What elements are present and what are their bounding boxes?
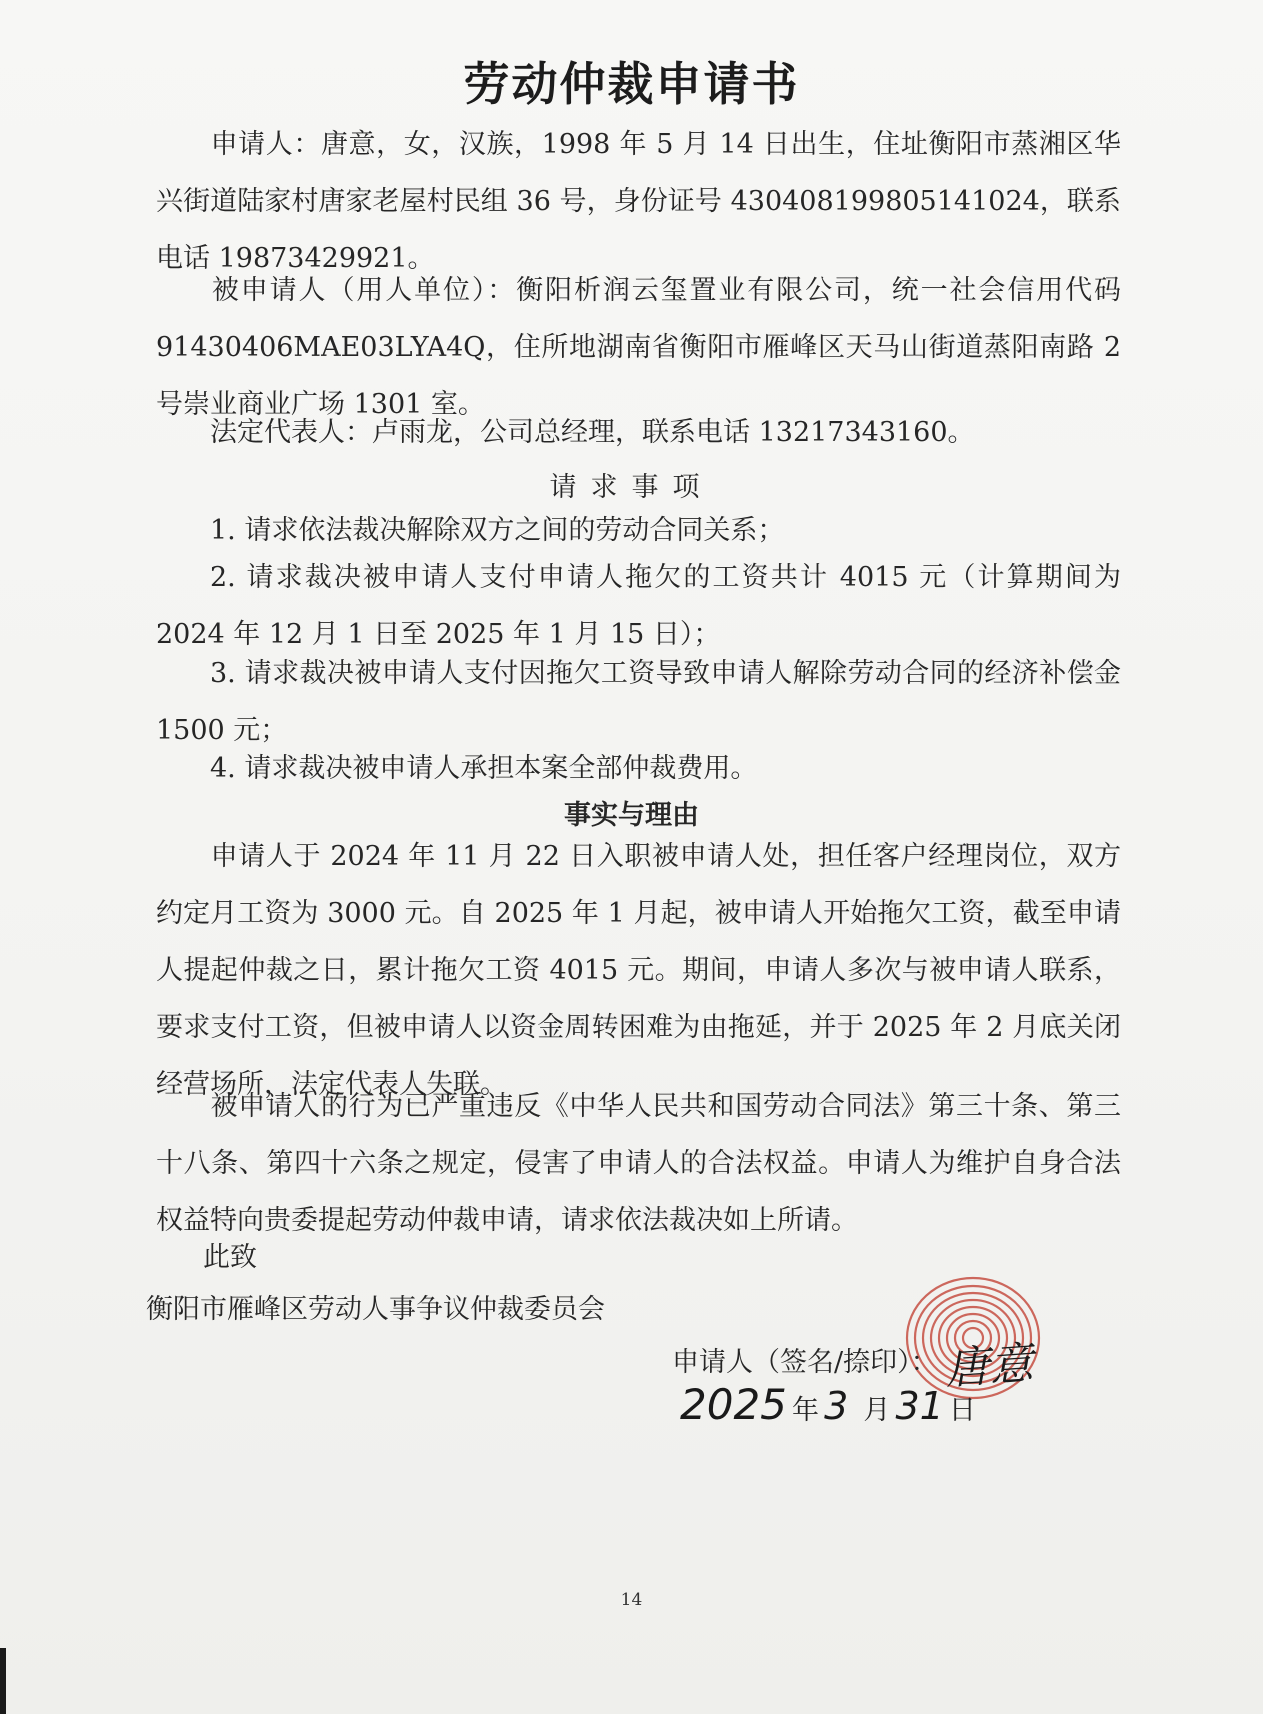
claim-text-3: 3. 请求裁决被申请人支付因拖欠工资导致申请人解除劳动合同的经济补偿金 1500 元；: [156, 658, 1121, 746]
date-day: 31: [895, 1384, 944, 1428]
date-month-suffix: 月: [863, 1395, 891, 1426]
date-year: 2025: [680, 1380, 787, 1429]
signature-name: 唐意: [943, 1337, 1035, 1395]
signature-date: [680, 1380, 976, 1440]
facts-text-2: 被申请人的行为已严重违反《中华人民共和国劳动合同法》第三十条、第三十八条、第四十六条之规定，侵害了申请人的合法权益。申请人为维护自身合法权益特向贵委提起劳动仲裁申请，请求依法裁决如上所请。: [156, 1091, 1121, 1236]
document-title: 劳动仲裁申请书: [463, 57, 800, 111]
facts-paragraph: [156, 828, 1121, 1113]
claim-text-1: 1. 请求依法裁决解除双方之间的劳动合同关系；: [210, 515, 785, 546]
facts-heading: 事实与理由: [564, 800, 699, 831]
claim-text-2: 2. 请求裁决被申请人支付申请人拖欠的工资共计 4015 元（计算期间为 2024 年 12 月 1 日至 2025 年 1 月 15 日）；: [156, 562, 1121, 650]
salutation: 此致: [203, 1242, 257, 1273]
respondent-text: 被申请人（用人单位）：衡阳析润云玺置业有限公司，统一社会信用代码 91430406MAE03LYA4Q，住所地湖南省衡阳市雁峰区天马山街道蒸阳南路 2 号崇业商业广场 1301 室。: [156, 275, 1121, 420]
date-month: 3: [824, 1384, 849, 1428]
edge-shadow: [0, 1648, 6, 1714]
legal-rep-text: 法定代表人：卢雨龙，公司总经理，联系电话 13217343160。: [210, 417, 975, 448]
facts-paragraph: [156, 1078, 1121, 1249]
date-year-suffix: 年: [791, 1395, 819, 1426]
recipient: 衡阳市雁峰区劳动人事争议仲裁委员会: [146, 1294, 605, 1325]
signature-label: 申请人（签名/捺印）：: [672, 1347, 938, 1378]
claim-text-4: 4. 请求裁决被申请人承担本案全部仲裁费用。: [210, 753, 758, 784]
applicant-text: 申请人：唐意，女，汉族，1998 年 5 月 14 日出生，住址衡阳市蒸湘区华兴街道陆家村唐家老屋村民组 36 号，身份证号 430408199805141024，联系电话 19873429921。: [156, 129, 1121, 274]
date-day-suffix: 日: [948, 1395, 976, 1426]
claim-item: [156, 740, 1121, 797]
claims-heading: 请求事项: [549, 472, 714, 503]
page-number: 14: [620, 1590, 643, 1610]
legal-rep-paragraph: [156, 404, 1121, 461]
facts-text-1: 申请人于 2024 年 11 月 22 日入职被申请人处，担任客户经理岗位，双方约定月工资为 3000 元。自 2025 年 1 月起，被申请人开始拖欠工资，截至申请人提起仲裁之日，累计拖欠工资 4015 元。期间，申请人多次与被申请人联系，要求支付工资，但被申请人以资金周转困难为由拖延，并于 2025 年 2 月底关闭经营场所，法定代表人失联。: [156, 841, 1121, 1100]
